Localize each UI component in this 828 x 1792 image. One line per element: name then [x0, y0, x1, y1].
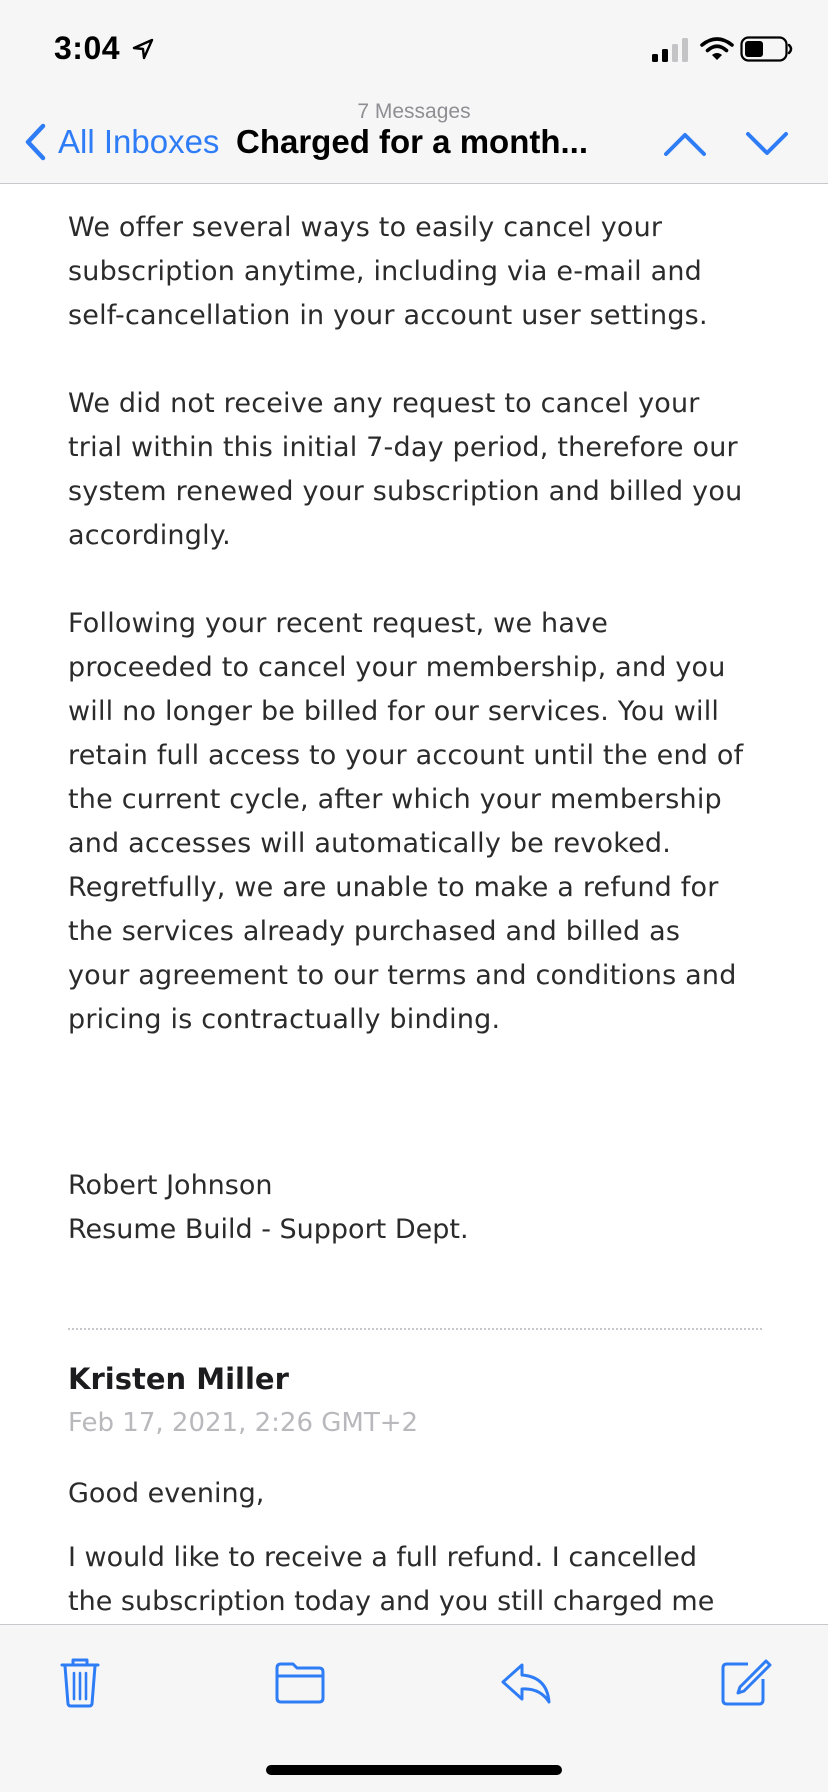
text-line: We offer several ways to easily cancel your [68, 212, 663, 243]
text-line: the current cycle, after which your membership [68, 784, 722, 815]
trash-icon[interactable] [52, 1655, 108, 1709]
email-paragraph [68, 866, 737, 1042]
compose-icon[interactable] [718, 1655, 774, 1709]
bottom-toolbar [0, 1624, 828, 1792]
message-divider [68, 1328, 762, 1330]
signature-department: Resume Build - Support Dept. [68, 1214, 469, 1245]
email-paragraph [68, 206, 708, 338]
folder-icon[interactable] [272, 1655, 328, 1709]
cellular-signal-icon [652, 38, 690, 62]
text-line: will no longer be billed for our services. You will [68, 696, 720, 727]
back-label: All Inboxes [58, 123, 220, 160]
chevron-down-icon[interactable] [742, 122, 792, 166]
wifi-icon [700, 36, 734, 62]
message-count: 7 Messages [357, 100, 471, 123]
message-greeting: Good evening, [68, 1478, 265, 1509]
text-line: Regretfully, we are unable to make a refund for [68, 872, 719, 903]
text-line: the subscription today and you still charged me [68, 1586, 715, 1617]
text-line: self-cancellation in your account user settings. [68, 300, 708, 331]
reply-icon[interactable] [498, 1655, 554, 1709]
back-button[interactable] [22, 118, 219, 166]
status-bar [0, 0, 828, 100]
status-time: 3:04 [54, 30, 121, 66]
text-line: trial within this initial 7-day period, therefore our [68, 432, 738, 463]
text-line: accordingly. [68, 520, 231, 551]
text-line: and accesses will automatically be revoked. [68, 828, 671, 859]
message-body [68, 1536, 714, 1624]
battery-icon [740, 36, 794, 62]
nav-bar [0, 100, 828, 184]
sender-name[interactable]: Kristen Miller [68, 1362, 289, 1396]
chevron-up-icon[interactable] [660, 122, 710, 166]
home-indicator[interactable] [266, 1765, 562, 1775]
chevron-left-icon [22, 122, 48, 162]
email-subject-title: Charged for a month... [236, 123, 589, 160]
text-line: I would like to receive a full refund. I cancelled [68, 1542, 698, 1573]
text-line: We did not receive any request to cancel your [68, 388, 700, 419]
location-arrow-icon [132, 38, 154, 60]
text-line: pricing is contractually binding. [68, 1004, 501, 1035]
signature-name: Robert Johnson [68, 1170, 273, 1201]
text-line: retain full access to your account until the end of [68, 740, 744, 771]
text-line: Following your recent request, we have [68, 608, 609, 639]
text-line: proceeded to cancel your membership, and you [68, 652, 726, 683]
email-paragraph [68, 382, 742, 558]
text-line: your agreement to our terms and conditions and [68, 960, 737, 991]
text-line: system renewed your subscription and billed you [68, 476, 743, 507]
message-date: Feb 17, 2021, 2:26 GMT+2 [68, 1408, 419, 1438]
email-content [68, 184, 768, 1624]
text-line: subscription anytime, including via e-mail and [68, 256, 703, 287]
email-paragraph [68, 602, 743, 866]
text-line: the services already purchased and billed as [68, 916, 681, 947]
